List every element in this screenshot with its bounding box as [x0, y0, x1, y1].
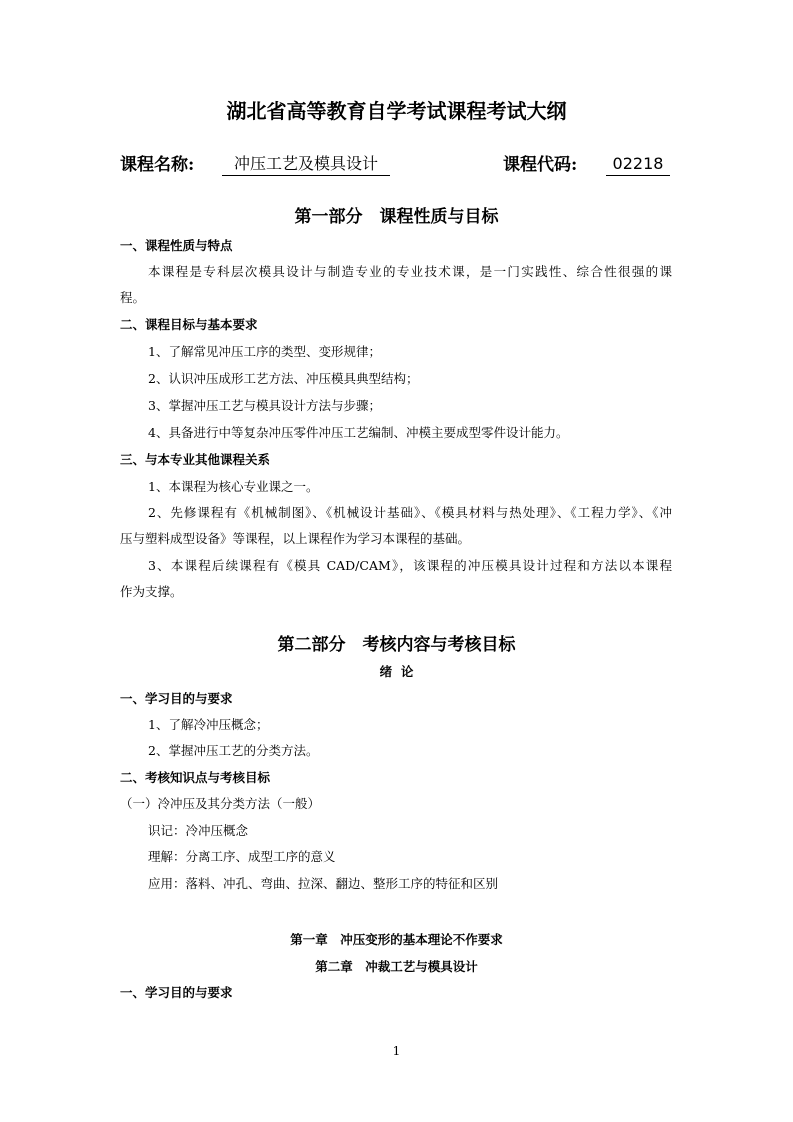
section-heading: 一、学习目的与要求	[120, 691, 233, 706]
section-heading: 二、课程目标与基本要求	[120, 317, 258, 332]
subsection-heading: （一）冷冲压及其分类方法（一般）	[120, 796, 321, 811]
chapter-heading: 第二章 冲裁工艺与模具设计	[315, 959, 478, 974]
paragraph-line: 程。	[120, 290, 146, 305]
intro-heading: 绪 论	[379, 664, 414, 679]
list-item-continuation: 作为支撑。	[120, 584, 183, 599]
chapter-heading: 第一章 冲压变形的基本理论不作要求	[290, 932, 503, 947]
list-item: 2、先修课程有《机械制图》、《机械设计基础》、《模具材料与热处理》、《工程力学》、《冲	[148, 505, 672, 520]
section-heading: 一、课程性质与特点	[120, 238, 233, 253]
list-item: 4、具备进行中等复杂冲压零件冲压工艺编制、冲模主要成型零件设计能力。	[148, 425, 569, 440]
list-item: 1、了解常见冲压工序的类型、变形规律；	[148, 344, 381, 359]
list-item: 1、本课程为核心专业课之一。	[148, 479, 319, 494]
list-item: 2、认识冲压成形工艺方法、冲压模具典型结构；	[148, 371, 419, 386]
list-item: 识记：冷冲压概念	[148, 823, 249, 838]
document-title: 湖北省高等教育自学考试课程考试大纲	[226, 99, 567, 123]
course-name-value: 冲压工艺及模具设计	[222, 153, 390, 176]
page-number: 1	[392, 1044, 401, 1058]
list-item: 3、掌握冲压工艺与模具设计方法与步骤；	[148, 398, 381, 413]
list-item-continuation: 压与塑料成型设备》等课程，以上课程作为学习本课程的基础。	[120, 531, 471, 546]
course-code-value: 02218	[606, 153, 670, 176]
list-item: 理解：分离工序、成型工序的意义	[148, 849, 336, 864]
part1-heading: 第一部分 课程性质与目标	[294, 207, 499, 227]
list-item: 3、本课程后续课程有《模具 CAD/CAM》，该课程的冲压模具设计过程和方法以本课程	[148, 558, 672, 573]
course-name-label: 课程名称:	[120, 155, 195, 175]
course-code-label: 课程代码:	[503, 155, 578, 175]
section-heading: 三、与本专业其他课程关系	[120, 452, 271, 467]
list-item: 1、了解冷冲压概念；	[148, 717, 269, 732]
list-item: 应用：落料、冲孔、弯曲、拉深、翻边、整形工序的特征和区别	[148, 876, 499, 891]
part2-heading: 第二部分 考核内容与考核目标	[277, 635, 516, 655]
paragraph-line: 本课程是专科层次模具设计与制造专业的专业技术课，是一门实践性、综合性很强的课	[148, 264, 672, 279]
section-heading: 一、学习目的与要求	[120, 985, 233, 1000]
list-item: 2、掌握冲压工艺的分类方法。	[148, 743, 319, 758]
section-heading: 二、考核知识点与考核目标	[120, 770, 271, 785]
